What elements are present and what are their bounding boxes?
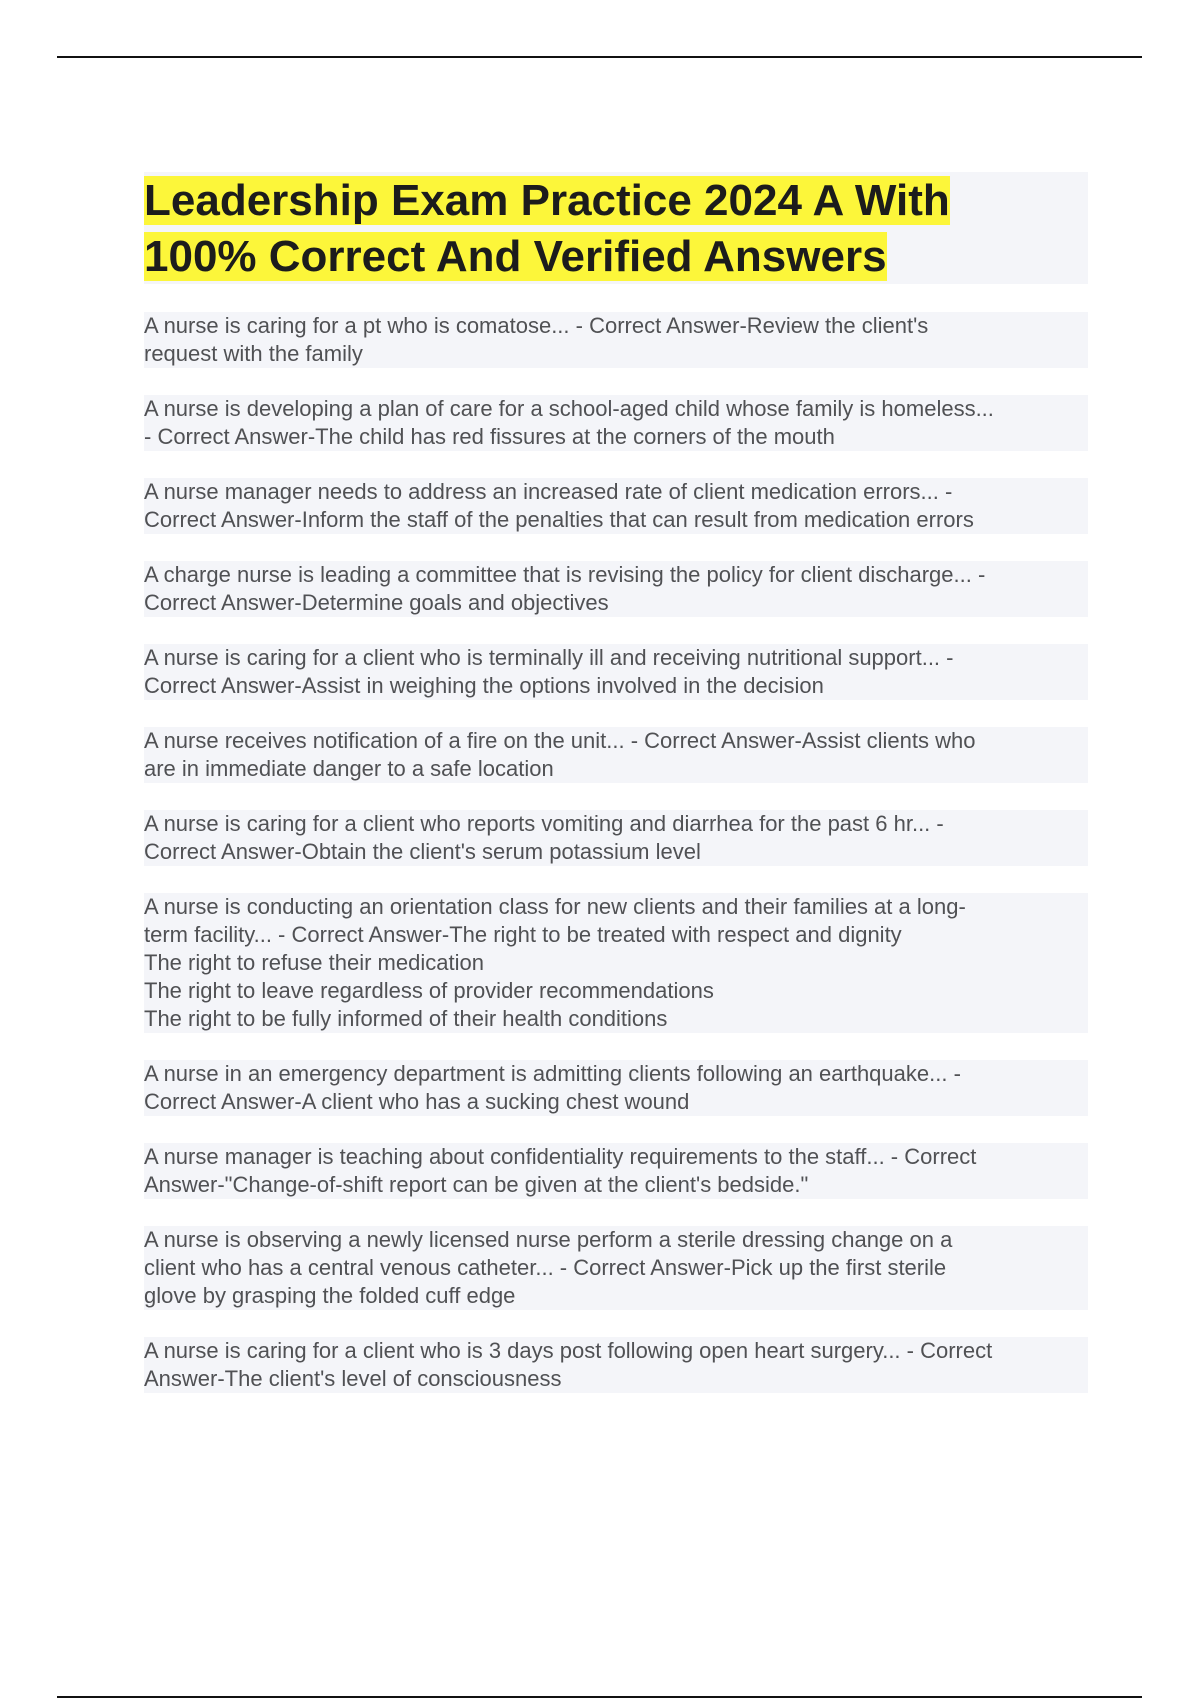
qa-item: A nurse is caring for a pt who is comatose... - Correct Answer-Review the client's request with the family — [144, 312, 1088, 368]
qa-item: A nurse is conducting an orientation class for new clients and their families at a long- term facility... - Correct Answer-The right to be treated with respect and dignity The right to refuse their medication The right to leave regardless of provider recommendations The right to be fully informed of their health conditions — [144, 893, 1088, 1033]
title-highlight: Leadership Exam Practice 2024 A With 100% Correct And Verified Answers — [144, 176, 950, 281]
top-rule — [57, 56, 1142, 58]
document-title — [144, 173, 1064, 285]
qa-item: A nurse is observing a newly licensed nurse perform a sterile dressing change on a client who has a central venous catheter... - Correct Answer-Pick up the first sterile glove by grasping the folded cuff edge — [144, 1226, 1088, 1310]
qa-item: A nurse is caring for a client who reports vomiting and diarrhea for the past 6 hr... - Correct Answer-Obtain the client's serum potassium level — [144, 810, 1088, 866]
qa-item: A nurse manager is teaching about confidentiality requirements to the staff... - Correct Answer-"Change-of-shift report can be given at the client's bedside." — [144, 1143, 1088, 1199]
bottom-rule — [57, 1696, 1142, 1698]
qa-item: A nurse in an emergency department is admitting clients following an earthquake... - Correct Answer-A client who has a sucking chest wound — [144, 1060, 1088, 1116]
qa-item: A nurse is developing a plan of care for a school-aged child whose family is homeless... - Correct Answer-The child has red fissures at the corners of the mouth — [144, 395, 1088, 451]
qa-item: A nurse receives notification of a fire on the unit... - Correct Answer-Assist clients who are in immediate danger to a safe location — [144, 727, 1088, 783]
qa-item: A nurse manager needs to address an increased rate of client medication errors... - Correct Answer-Inform the staff of the penalties that can result from medication errors — [144, 478, 1088, 534]
qa-item: A nurse is caring for a client who is 3 days post following open heart surgery... - Correct Answer-The client's level of consciousness — [144, 1337, 1088, 1393]
qa-item: A nurse is caring for a client who is terminally ill and receiving nutritional support... - Correct Answer-Assist in weighing the options involved in the decision — [144, 644, 1088, 700]
qa-list — [144, 312, 1088, 1420]
qa-item: A charge nurse is leading a committee that is revising the policy for client discharge... - Correct Answer-Determine goals and objectives — [144, 561, 1088, 617]
